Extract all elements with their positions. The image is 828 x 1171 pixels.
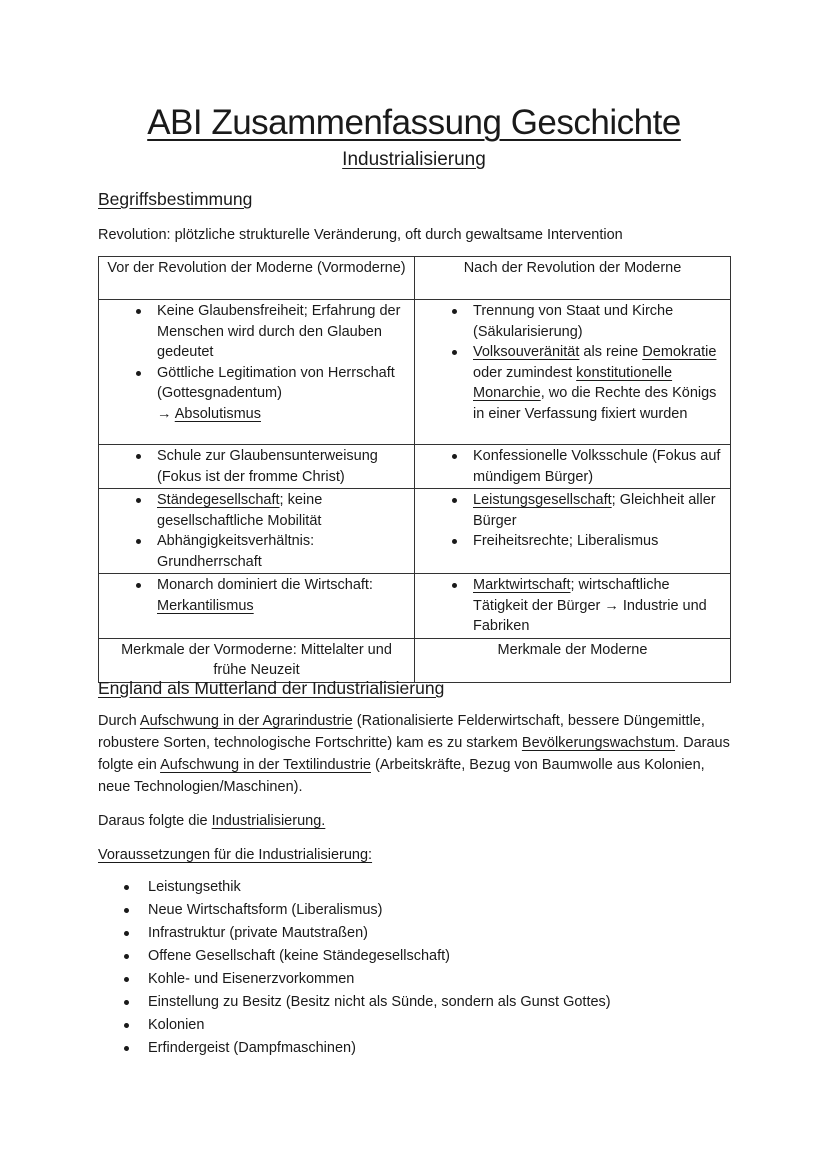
cell-right	[415, 300, 731, 445]
cell-right	[415, 489, 731, 574]
arrow-icon: →	[157, 405, 175, 422]
list-item: Volksouveränität als reine Demokratie oder zumindest konstitutionelle Monarchie, wo die Rechte des Königs in einer Verfassung fixiert wurden	[421, 342, 724, 424]
list-item: Konfessionelle Volksschule (Fokus auf mündigem Bürger)	[421, 446, 724, 487]
england-paragraph: Durch Aufschwung in der Agrarindustrie (Rationalisierte Felderwirtschaft, bessere Düngemittle, robustere Sorten, technologische Fortschritte) kam es zu starkem Bevölkerungswachstum. Daraus folgte ein Aufschwung in der Textilindustrie (Arbeitskräfte, Bezug von Baumwolle aus Kolonien, neue Technologien/Maschinen).	[98, 713, 730, 795]
footer-moderne: Merkmale der Moderne	[415, 638, 731, 682]
list-item: Erfindergeist (Dampfmaschinen)	[98, 1037, 611, 1060]
prerequisites-heading: Voraussetzungen für die Industrialisierung:	[98, 847, 373, 863]
table-row	[99, 489, 731, 574]
cell-left	[99, 300, 415, 445]
cell-left	[99, 445, 415, 489]
list-item: Leistungsgesellschaft; Gleichheit aller Bürger	[421, 490, 724, 531]
comparison-table	[98, 256, 731, 683]
list-item: Kolonien	[98, 1014, 611, 1037]
list-item: Offene Gesellschaft (keine Ständegesellschaft)	[98, 945, 611, 968]
list-item: Abhängigkeitsverhältnis: Grundherrschaft	[105, 531, 408, 572]
list-item: Monarch dominiert die Wirtschaft: Merkantilismus	[105, 575, 408, 616]
result-line: Daraus folgte die Industrialisierung.	[98, 813, 326, 829]
list-item: Trennung von Staat und Kirche (Säkularisierung)	[421, 301, 724, 342]
list-item: Leistungsethik	[98, 876, 611, 899]
footer-vormoderne: Merkmale der Vormoderne: Mittelalter und frühe Neuzeit	[99, 638, 415, 682]
cell-right	[415, 445, 731, 489]
list-item: Schule zur Glaubensunterweisung (Fokus ist der fromme Christ)	[105, 446, 408, 487]
table-row	[99, 300, 731, 445]
header-vormoderne: Vor der Revolution der Moderne (Vormoderne)	[99, 257, 415, 300]
list-item: Ständegesellschaft; keine gesellschaftliche Mobilität	[105, 490, 408, 531]
document-title: ABI Zusammenfassung Geschichte	[147, 103, 681, 142]
list-item: Kohle- und Eisenerzvorkommen	[98, 968, 611, 991]
cell-right	[415, 574, 731, 639]
document-subtitle: Industrialisierung	[342, 149, 486, 170]
list-item: Freiheitsrechte; Liberalismus	[421, 531, 724, 552]
table-header-row	[99, 257, 731, 300]
header-moderne: Nach der Revolution der Moderne	[415, 257, 731, 300]
table-row	[99, 445, 731, 489]
list-item: Infrastruktur (private Mautstraßen)	[98, 922, 611, 945]
table-row	[99, 574, 731, 639]
section-heading-begriffsbestimmung: Begriffsbestimmung	[98, 189, 253, 209]
prerequisites-list	[98, 876, 611, 1060]
list-item: Göttliche Legitimation von Herrschaft (Gottesgnadentum) → Absolutismus	[105, 363, 408, 425]
cell-left	[99, 489, 415, 574]
list-item: Neue Wirtschaftsform (Liberalismus)	[98, 899, 611, 922]
revolution-definition: Revolution: plötzliche strukturelle Veränderung, oft durch gewaltsame Intervention	[98, 227, 623, 243]
cell-left	[99, 574, 415, 639]
list-item: Marktwirtschaft; wirtschaftliche Tätigkeit der Bürger → Industrie und Fabriken	[421, 575, 724, 637]
list-item: Einstellung zu Besitz (Besitz nicht als Sünde, sondern als Gunst Gottes)	[98, 991, 611, 1014]
section-heading-england: England als Mutterland der Industrialisierung	[98, 678, 445, 698]
list-item: Keine Glaubensfreiheit; Erfahrung der Menschen wird durch den Glauben gedeutet	[105, 301, 408, 363]
